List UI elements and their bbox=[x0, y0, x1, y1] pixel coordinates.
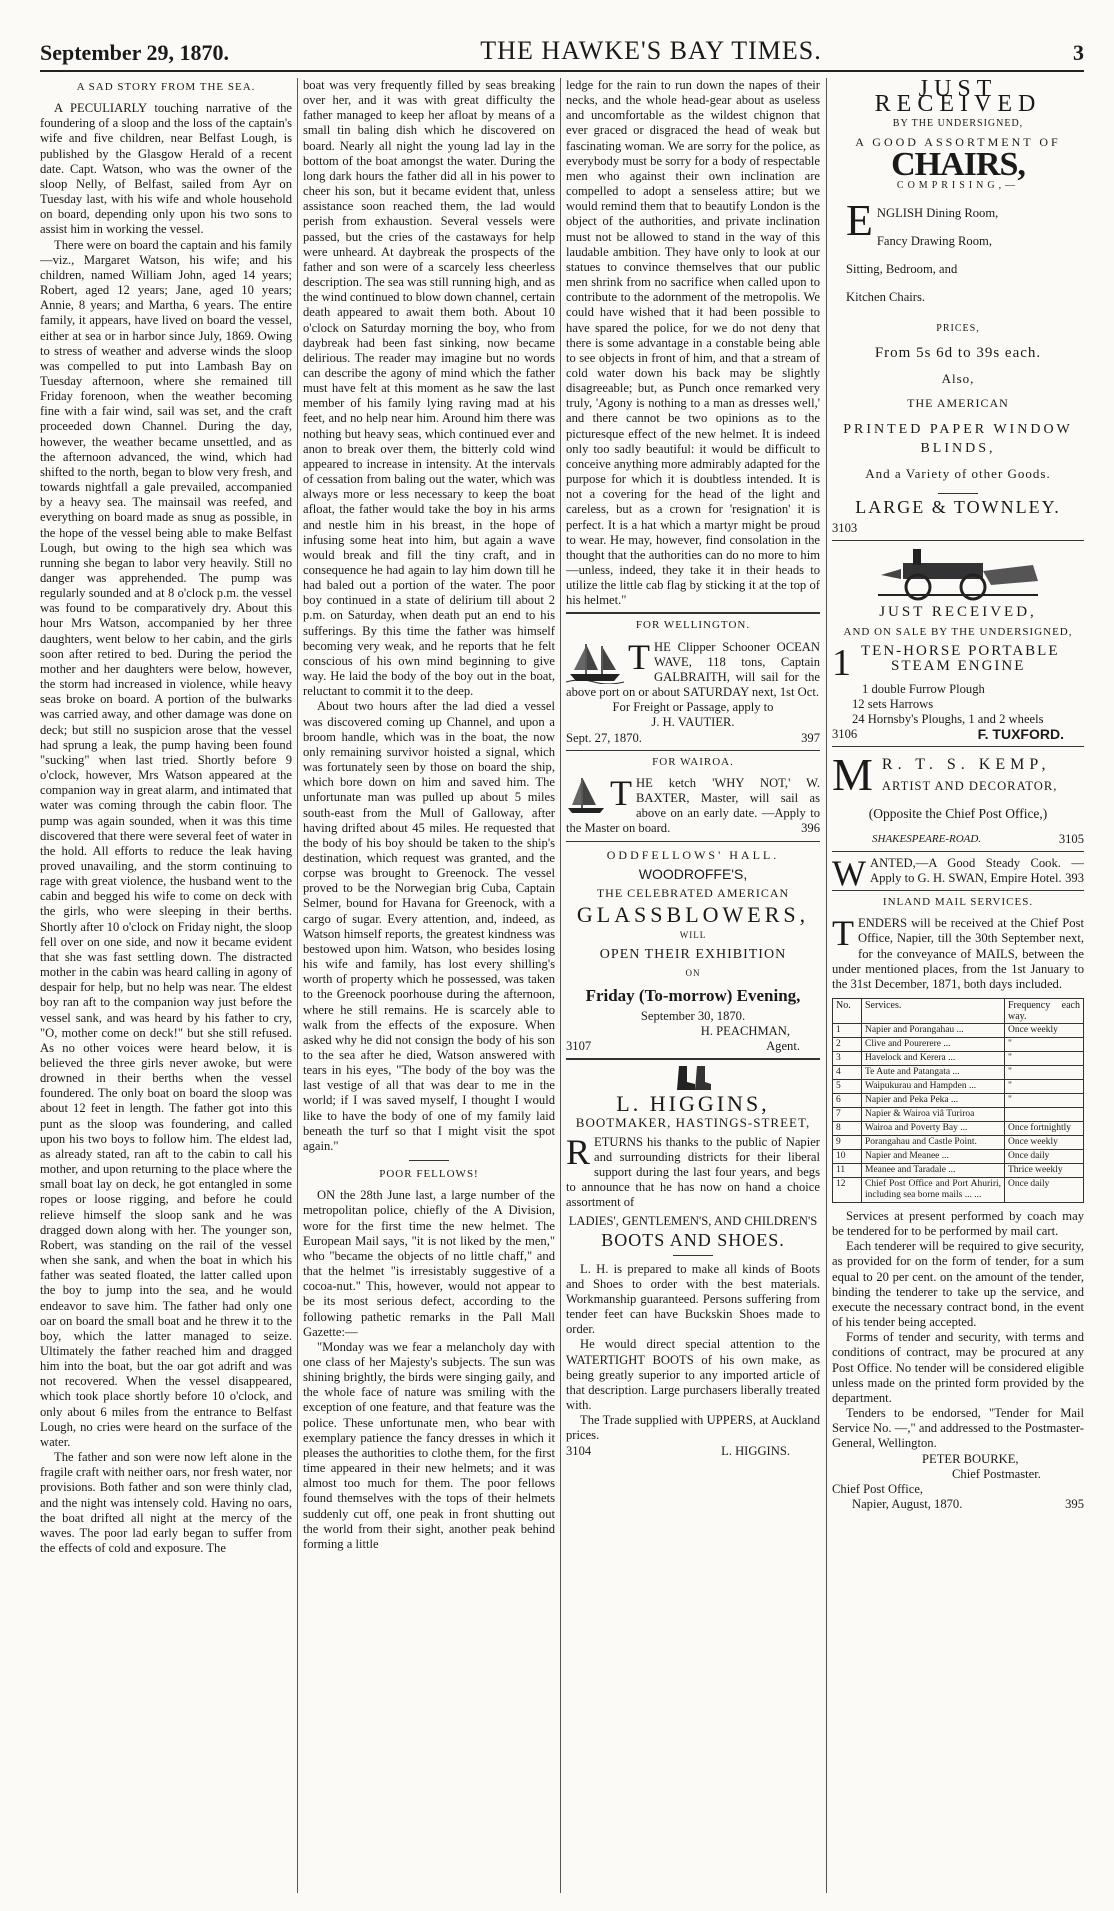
ad-text: And a Variety of other Goods. bbox=[865, 465, 1051, 481]
ad-text: HE Clipper Schooner OCEAN WAVE, 118 tons, Captain GALBRAITH, will sail for the above port on or about SATURDAY next, 1st Oct. bbox=[566, 639, 820, 700]
ad-date: Sept. 27, 1870. bbox=[566, 730, 642, 745]
ad-text: STEAM ENGINE bbox=[891, 657, 1026, 674]
drop-cap: R bbox=[566, 1131, 591, 1172]
business-name: R. T. S. KEMP, bbox=[881, 756, 1051, 774]
ad-headline: GLASSBLOWERS, bbox=[576, 901, 810, 927]
table-cell: Chief Post Office and Port Ahuriri, including sea borne mails ... ... bbox=[862, 1178, 1005, 1203]
signature-role: Chief Postmaster. bbox=[952, 1466, 1041, 1481]
business-address: BOOTMAKER, HASTINGS-STREET, bbox=[575, 1115, 811, 1131]
ad-text: (Opposite the Chief Post Office,) bbox=[868, 806, 1048, 822]
ship-icon bbox=[566, 640, 624, 684]
ad-number: 3105 bbox=[1058, 831, 1084, 846]
table-row bbox=[833, 1136, 1084, 1150]
table-cell: 3 bbox=[833, 1052, 862, 1066]
business-name: L. HIGGINS, bbox=[616, 1091, 770, 1117]
column-rule bbox=[826, 78, 827, 1893]
table-row bbox=[833, 1038, 1084, 1052]
issue-date: September 29, 1870. bbox=[40, 40, 230, 65]
table-cell: Napier and Porangahau ... bbox=[862, 1024, 1005, 1038]
table-cell: " bbox=[1005, 1080, 1084, 1094]
table-cell: Napier & Wairoa viâ Turiroa bbox=[862, 1108, 1005, 1122]
table-row bbox=[833, 1150, 1084, 1164]
ad-text: LADIES', GENTLEMEN'S, AND CHILDREN'S bbox=[568, 1214, 818, 1229]
page-header bbox=[40, 30, 1084, 72]
signature: F. TUXFORD. bbox=[977, 726, 1064, 743]
chairs-ad bbox=[832, 78, 1084, 536]
article-paragraph: boat was very frequently filled by seas breaking over her, and it was with great difficulty the father managed to keep her afloat by means of a small tin baling dish which he discovered on board. Nearly all night the young lad lay in the bottom of the boat amongst the water. During the long dark hours the father did all in his power to cheer his son, but it became evident that, unless assistance soon reached them, the lad would perish from exhaustion. Several vessels were passed, but the cries of the castaways for help were unheard. At daybreak the prospects of the father and son were of a scarcely less cheerless description. The sea was still running high, and as the wind continued to blow down channel, certain death appeared to await them both. About 10 o'clock on Saturday morning the boy, who from daybreak had been fast sinking, now became delirious. The reader may imagine but no words can describe the agony of mind which the father must have felt at this moment as he saw the last member of his family lying raving mad at his feet, and no help near him. Around him there was nothing but heavy seas, which continued ever and anon to break over them, the bitterly cold wind appeared to increase in intensity. At the intervals of cessation from baling out the water, which was always more or less necessary to keep the boat afloat, the father would take the boy in his arms and nestle him in his breast, in the hope of infusing some heat into him, but again a wave would break and fill the tiny craft, and in consequence he had again to lay him down till he had baled out a portion of the water. The poor boy continued in a state of delirium till about 2 p.m. on Saturday, when death put an end to his sufferings. By this time the father was himself becoming very weak, and he reports that he felt conscious of his own mind beginning to give way. He laid the body of the boy out in the boat, reluctant to commit it to the deep. bbox=[303, 78, 555, 699]
engine-ad bbox=[832, 545, 1084, 742]
article-paragraph: A PECULIARLY touching narrative of the foundering of a sloop and the loss of the captain's wife and five children, near Belfast Lough, is published by the Glasgow Herald of a recent date. Capt. Watson, who was the owner of the sloop Nelly, of Belfast, sailed from Ayr on Tuesday last, with his wife and whole household on board, depending only upon his two sons to assist him in working the vessel. bbox=[40, 101, 292, 237]
table-cell: Once fortnightly bbox=[1005, 1122, 1084, 1136]
table-row bbox=[833, 1122, 1084, 1136]
signature: L. HIGGINS. bbox=[721, 1443, 790, 1458]
event-day: Friday (To-morrow) Evening, bbox=[585, 985, 801, 1005]
venue-name: ODDFELLOWS' HALL. bbox=[606, 847, 780, 862]
article-paragraph: "Monday was we fear a melancholy day with one class of her Majesty's subjects. The sun was shining brightly, the birds were singing gaily, and the whole face of nature was smiling with the exception of one feature, and that feature was the police. These unfortunate men, who bear with exemplary patience the fancy dresses in which it pleases the authorities to clothe them, for the first time appeared in their new helmets; and it was almost too much for them. The poor fellows found themselves with the tops of their helmets suddenly cut off, one peak in front shutting out the world from their sight, another peak behind forming a little bbox=[303, 1339, 555, 1551]
higgins-ad bbox=[566, 1064, 820, 1458]
ad-text: Each tenderer will be required to give security, as provided for on the form of tender, for a sum equal to 20 per cent. on the amount of the tender, binding the tenderer to take up the service, and execute the necessary contract bond, in the event of his tender being accepted. bbox=[832, 1239, 1084, 1330]
table-row bbox=[833, 1024, 1084, 1038]
table-cell: 10 bbox=[833, 1150, 862, 1164]
table-cell: Porangahau and Castle Point. bbox=[862, 1136, 1005, 1150]
wellington-ad bbox=[566, 618, 820, 745]
signature: PETER BOURKE, bbox=[922, 1451, 1019, 1466]
table-cell: Napier and Peka Peka ... bbox=[862, 1094, 1005, 1108]
agent-role: Agent. bbox=[766, 1039, 800, 1054]
table-cell bbox=[1005, 1108, 1084, 1122]
article-paragraph: ON the 28th June last, a large number of the metropolitan police, chiefly of the A Division, wore for the first time the new helmet. The European Mail says, "it is not liked by the men," who "became the objects of no little chaff," and that the helmet "is irresistably suggestive of a cocoa-nut." This, however, would not appear to be its most serious defect, according to the following pathetic remarks in the Pall Mall Gazette:— bbox=[303, 1188, 555, 1339]
table-cell: 5 bbox=[833, 1080, 862, 1094]
ad-text: For Freight or Passage, apply to bbox=[612, 700, 774, 715]
table-cell: Once weekly bbox=[1005, 1136, 1084, 1150]
article-title: POOR FELLOWS! bbox=[379, 1168, 479, 1181]
ad-text: OPEN THEIR EXHIBITION bbox=[599, 947, 787, 963]
table-cell: Waipukurau and Hampden ... bbox=[862, 1080, 1005, 1094]
table-header: Services. bbox=[862, 999, 1005, 1024]
chair-type: NGLISH Dining Room, bbox=[876, 205, 999, 220]
glassblowers-ad bbox=[566, 848, 820, 1055]
business-name: LARGE & TOWNLEY. bbox=[855, 497, 1061, 518]
drop-cap: E bbox=[846, 195, 873, 245]
column-1 bbox=[40, 78, 292, 1893]
table-cell: Wairoa and Poverty Bay ... bbox=[862, 1122, 1005, 1136]
inland-mail-ad bbox=[832, 895, 1084, 1512]
table-cell: Thrice weekly bbox=[1005, 1164, 1084, 1178]
table-cell: Once daily bbox=[1005, 1178, 1084, 1203]
ad-text: WILL bbox=[679, 930, 707, 941]
table-cell: " bbox=[1005, 1052, 1084, 1066]
article-paragraph: About two hours after the lad died a vessel was discovered coming up Channel, and upon a broom handle, which was in the boat, the now only remaining survivor hoisted a signal, which was fortunately seen by those on board the ship, which bore down on him and saved him. The unfortunate man was pulled up about 5 miles south-east from the Mull of Galloway, after having drifted about 45 miles. He requested that the body of his boy should be taken to the ship's destination, which request was granted, and the corpse was brought to Greenock. The vessel proved to be the Norwegian brig Cuba, Captain Selmer, bound for Havana for Greenock, with a cargo of sugar. Every attention, and, indeed, as Watson himself reports, the greatest kindness was bestowed upon him. Watson, who besides losing his wife and family, has lost every shilling's worth of property which he possessed, was taken to the Greenock poorhouse during the afternoon, where he still remains. He is scarcely able to walk from the effects of the exposure. When asked why he did not consign the body of his son to the sea after he died, Watson answered with tears in his eyes, "The body of the boy was the last vestige of all that was dear to me in the world; if I was saved myself, I thought I would like to have the body of one of my family laid beneath the turf so that I might visit the spot again." bbox=[303, 699, 555, 1153]
divider bbox=[832, 890, 1084, 891]
farm-machinery-icon bbox=[873, 545, 1043, 601]
drop-cap: W bbox=[832, 852, 866, 893]
table-cell: 2 bbox=[833, 1038, 862, 1052]
ad-number: 3106 bbox=[832, 727, 858, 742]
table-cell: 11 bbox=[833, 1164, 862, 1178]
table-header: Frequency each way. bbox=[1005, 999, 1084, 1024]
ad-number: 3104 bbox=[566, 1443, 592, 1458]
ad-text: Chief Post Office, bbox=[832, 1481, 924, 1496]
ad-text: ANTED,—A Good Steady Cook. —Apply to G. H. SWAN, Empire Hotel. bbox=[869, 855, 1084, 885]
table-cell: Clive and Pourerere ... bbox=[862, 1038, 1005, 1052]
divider bbox=[832, 746, 1084, 747]
ad-number: 395 bbox=[1065, 1496, 1084, 1511]
ad-title: FOR WAIROA. bbox=[652, 755, 734, 768]
chair-type: Kitchen Chairs. bbox=[846, 289, 926, 304]
divider bbox=[409, 1160, 449, 1161]
ad-text: He would direct special attention to the WATERTIGHT BOOTS of his own make, as being greatly superior to any imported article of that description. Large purchasers liberally treated with. bbox=[566, 1337, 820, 1413]
ad-text: Also, bbox=[941, 371, 975, 387]
ad-text: 1 double Furrow Plough bbox=[862, 681, 985, 696]
ad-text: BLINDS, bbox=[920, 440, 996, 456]
table-cell: Napier and Meanee ... bbox=[862, 1150, 1005, 1164]
page-number: 3 bbox=[1073, 40, 1084, 65]
wairoa-ad bbox=[566, 755, 820, 837]
column-4 bbox=[832, 78, 1084, 1893]
table-cell: 12 bbox=[833, 1178, 862, 1203]
ad-text: COMPRISING,— bbox=[896, 179, 1020, 191]
ad-title: INLAND MAIL SERVICES. bbox=[882, 896, 1034, 909]
article-paragraph: ledge for the rain to run down the napes of their necks, and the whole head-gear about as useless and uncomfortable as the wildest chignon that ever graced or disgraced the head of weak but fascinating woman. We are sorry for the police, as everybody must be sorry for a body of respectable men who against their own inclination are compelled to adopt a senseless attire; but we would remind them that to beautify London is the object of the authorities, and private inclination must not be allowed to stand in the way of this laudable ambition. They have only to look at our statues to convince themselves that our public men shrink from no sacrifice when called upon to contribute to the adornment of the metropolis. We could have wished that it had been possible to have spared the police, for we do not deny that there is some advantage in a constable being able to see objects in front of him, and that a stream of cold water down his back may be slightly disagreeable; but, as Punch once remarked very truly, 'Agony is nothing to a man as dresses well,' and there cannot be two opinions as to the picturesque effect of the new helmet. It is indeed only too sadly beautiful: it would be difficult to conceive anything more admirably adapted for the purpose for which it is doubtless intended. It is not a covering for the head of the light and careless, but as a crown for 'resignation' it is perfect. It is a hat which a martyr might be proud to wear. He may, however, find consolation in the thought that the authorities can do no more to him—unless, indeed, they take it in their heads to utilize the little cab flag by sticking it at the top of his helmet." bbox=[566, 78, 820, 608]
wanted-ad bbox=[832, 852, 1084, 893]
divider bbox=[938, 493, 978, 494]
ad-text: Services at present performed by coach may be tendered for to be performed by mail cart. bbox=[832, 1209, 1084, 1239]
table-cell: " bbox=[1005, 1038, 1084, 1052]
ad-text: ON bbox=[685, 968, 701, 979]
divider bbox=[566, 750, 820, 751]
ad-text: PRINTED PAPER WINDOW bbox=[843, 421, 1073, 437]
ketch-icon bbox=[566, 776, 606, 816]
ad-text: 12 sets Harrows bbox=[852, 696, 934, 711]
table-cell: " bbox=[1005, 1066, 1084, 1080]
divider bbox=[566, 841, 820, 842]
ad-headline: JUST RECEIVED bbox=[874, 78, 1042, 118]
table-cell: 6 bbox=[833, 1094, 862, 1108]
ad-title: FOR WELLINGTON. bbox=[635, 619, 751, 632]
troupe-name: WOODROFFE'S, bbox=[638, 865, 748, 882]
table-cell: Once daily bbox=[1005, 1150, 1084, 1164]
price-range: From 5s 6d to 39s each. bbox=[874, 345, 1042, 362]
ad-text: ENDERS will be received at the Chief Post Office, Napier, till the 30th September next, for the conveyance of MAILS, between the under mentioned places, from the 1st January to the 31st December, 1871, both days included. bbox=[832, 916, 1084, 991]
ad-text: Forms of tender and security, with terms and conditions of contract, may be procured at any Post Office. No tender will be considered eligible unless made on the printed form provided by the department. bbox=[832, 1330, 1084, 1405]
drop-cap: T bbox=[628, 636, 650, 677]
table-cell: Havelock and Kerera ... bbox=[862, 1052, 1005, 1066]
ad-number: 397 bbox=[801, 730, 820, 745]
table-cell: Meanee and Taradale ... bbox=[862, 1164, 1005, 1178]
ad-date: Napier, August, 1870. bbox=[852, 1496, 963, 1511]
column-rule bbox=[560, 78, 561, 1893]
table-cell: " bbox=[1005, 1094, 1084, 1108]
table-cell: 9 bbox=[833, 1136, 862, 1150]
agent-name: H. PEACHMAN, bbox=[700, 1023, 790, 1038]
event-date: September 30, 1870. bbox=[640, 1008, 746, 1023]
ad-headline: CHAIRS, bbox=[891, 145, 1025, 183]
ad-text: HE ketch 'WHY NOT,' W. BAXTER, Master, will sail as above on an early date. —Apply to the Master on board. bbox=[566, 775, 820, 836]
ad-number: 396 bbox=[801, 821, 820, 836]
divider bbox=[673, 1255, 713, 1256]
quantity-figure: 1 bbox=[832, 641, 851, 684]
table-row bbox=[833, 1052, 1084, 1066]
ad-text: A GOOD ASSORTMENT OF bbox=[855, 135, 1061, 150]
ad-text: The Trade supplied with UPPERS, at Auckland prices. bbox=[566, 1413, 820, 1443]
ad-text: ARTIST AND DECORATOR, bbox=[881, 779, 1058, 794]
ad-number: 393 bbox=[1065, 870, 1084, 885]
table-row bbox=[833, 1108, 1084, 1122]
chair-type: Fancy Drawing Room, bbox=[876, 233, 992, 248]
ad-headline: BOOTS AND SHOES. bbox=[601, 1230, 785, 1251]
chair-type: Sitting, Bedroom, and bbox=[846, 261, 958, 276]
table-row bbox=[833, 1094, 1084, 1108]
drop-cap: M bbox=[832, 749, 878, 801]
table-row bbox=[833, 1080, 1084, 1094]
ad-subtitle: THE CELEBRATED AMERICAN bbox=[596, 885, 790, 900]
table-cell: 1 bbox=[833, 1024, 862, 1038]
article-title: A SAD STORY FROM THE SEA. bbox=[76, 81, 256, 93]
divider bbox=[566, 1058, 820, 1060]
article-paragraph: There were on board the captain and his family—viz., Margaret Watson, his wife; and his children, named William John, aged 14 years; Robert, aged 12 years; Jane, aged 10 years; Annie, 8 years; and Martha, 6 years. The entire family, it appears, have lived on board the vessel, either at sea or in harbor since July, 1869. Owing to stress of weather and adverse winds the sloop was compelled to put into Lambash Bay on Tuesday afternoon, where she remained till Friday forenoon, when the weather becoming fine with a fair wind, sail was set, and the craft proceeded down Channel. During the day, however, the weather became unsettled, and as the afternoon advanced, the wind, which had shifted to the north, began to blow very fresh, and towards nightfall a gale prevailed, accompanied by a heavy sea. The mainsail was reefed, and everything on board made as snug as possible, in the hope of the vessel being able to make Belfast Lough, but owing to the high sea which was running she began to labor very heavily. Still no danger was apprehended. The pump was regularly sounded and at 8 o'clock p.m. the vessel was found to be comparatively dry. About this hour Mrs Watson, accompanied by her three daughters, went below to her cabin, and the girls soon after retired to bed. During the period the mother and her daughters were below, however, the storm had increased in violence, while heavy seas broke on board. A portion of the bulwarks was carried away, and other damage was done on deck; but still no suspicion arose that the vessel had sprung a leak, the pump having been found "sucking" when last tried. Shortly before 9 o'clock, however, Mrs Watson appeared at the companion way in great alarm, and intimated that water was coming through the cabin floor. The pump was again sounded, when it was this time discovered that there were several feet of water in the hold. All efforts to reduce the leak having proved unavailing, and the storm continuing to rage with great violence, the husband went to the cabin and begged his wife to come on deck with the girls, who were sleeping in their berths. Shortly after 10 o'clock on Friday night, the sloop fell over on one side, and now it became evident that she was fast settling down. The distracted mother in the cabin was heard calling in agony of despair for help, but no help was near. The eldest boy ran aft to the companion way just before the vessel sank, and was heard by his father to cry, "O, mother come on deck!" but she still refused. As no other voices were heard below, it is believed the three girls never awoke, but were drowned in their berths when the vessel foundered. The only boat on board the sloop was about 12 feet in length. The father got into this punt as the sloop was foundering, and called upon his two boys to follow him. The eldest lad, as already stated, ran aft to the cabin to call his mother, and upon returning to the place where the small boat lay on deck, he got entangled in some ropes or loose rigging, and before he could relieve himself the sloop sank and he was dragged down along with her. The younger son, Robert, was standing on the rail of the vessel when she sank, and when the boat in which his father was seated floated, the latter called upon the boy to jump into the sea, and he would endeavor to save him. The father had only one oar on board the small boat and he threw it to the boy, which the latter managed to seize. Ultimately the father reached him and dragged him into the boat, but the oar got adrift and was not recovered. When the vessel disappeared, which took place shortly before 10 o'clock, and only about 6 miles from the entrance to Belfast Lough, no cries were heard on the surface of the water. bbox=[40, 237, 292, 1449]
ad-text: L. H. is prepared to make all kinds of Boots and Shoes to order with the best materials. Workmanship guaranteed. Persons suffering from tender feet can have Buckskin Shoes made to order. bbox=[566, 1261, 820, 1337]
column-2 bbox=[303, 78, 555, 1893]
boot-icon bbox=[673, 1064, 713, 1092]
ad-text: AND ON SALE BY THE UNDERSIGNED, bbox=[843, 625, 1073, 638]
table-cell: 4 bbox=[833, 1066, 862, 1080]
table-row bbox=[833, 1178, 1084, 1203]
ad-number: 3107 bbox=[566, 1039, 592, 1054]
ad-number: 3103 bbox=[832, 521, 858, 536]
table-cell: Te Aute and Patangata ... bbox=[862, 1066, 1005, 1080]
ad-text: 24 Hornsby's Ploughs, 1 and 2 wheels bbox=[852, 711, 1044, 726]
column-3 bbox=[566, 78, 820, 1893]
mail-services-table bbox=[832, 998, 1084, 1203]
divider bbox=[832, 540, 1084, 541]
business-address: SHAKESPEARE-ROAD. bbox=[872, 832, 982, 845]
drop-cap: T bbox=[610, 772, 632, 813]
divider bbox=[832, 851, 1084, 852]
table-cell: Once weekly bbox=[1005, 1024, 1084, 1038]
table-cell: 7 bbox=[833, 1108, 862, 1122]
agent-name: J. H. VAUTIER. bbox=[651, 715, 735, 730]
ad-text: THE AMERICAN bbox=[907, 396, 1009, 411]
ad-text: ETURNS his thanks to the public of Napier and surrounding districts for their liberal support during the last four years, and begs to announce that he has now on hand a choice assortment of bbox=[566, 1134, 820, 1210]
table-row bbox=[833, 1164, 1084, 1178]
ad-headline: JUST RECEIVED, bbox=[879, 604, 1037, 621]
divider bbox=[566, 612, 820, 614]
table-cell: 8 bbox=[833, 1122, 862, 1136]
ad-text: TEN-HORSE PORTABLE bbox=[861, 642, 1060, 659]
newspaper-title: THE HAWKE'S BAY TIMES. bbox=[480, 36, 822, 65]
drop-cap: T bbox=[832, 913, 854, 954]
article-paragraph: The father and son were now left alone in the fragile craft with neither oars, nor fresh water, nor provisions. Both father and son were thinly clad, and the night was intensely cold. Having no oars, the boat drifted all night at the mercy of the waves. The poor lad early began to suffer from the effects of cold and exposure. The bbox=[40, 1450, 292, 1555]
column-rule bbox=[297, 78, 298, 1893]
table-row bbox=[833, 1066, 1084, 1080]
kemp-ad bbox=[832, 751, 1084, 846]
ad-text: Tenders to be endorsed, "Tender for Mail Service No. —," and addressed to the Postmaster-General, Wellington. bbox=[832, 1406, 1084, 1451]
table-header: No. bbox=[833, 999, 862, 1024]
ad-text: BY THE UNDERSIGNED, bbox=[892, 118, 1024, 130]
ad-text: PRICES, bbox=[936, 322, 980, 334]
